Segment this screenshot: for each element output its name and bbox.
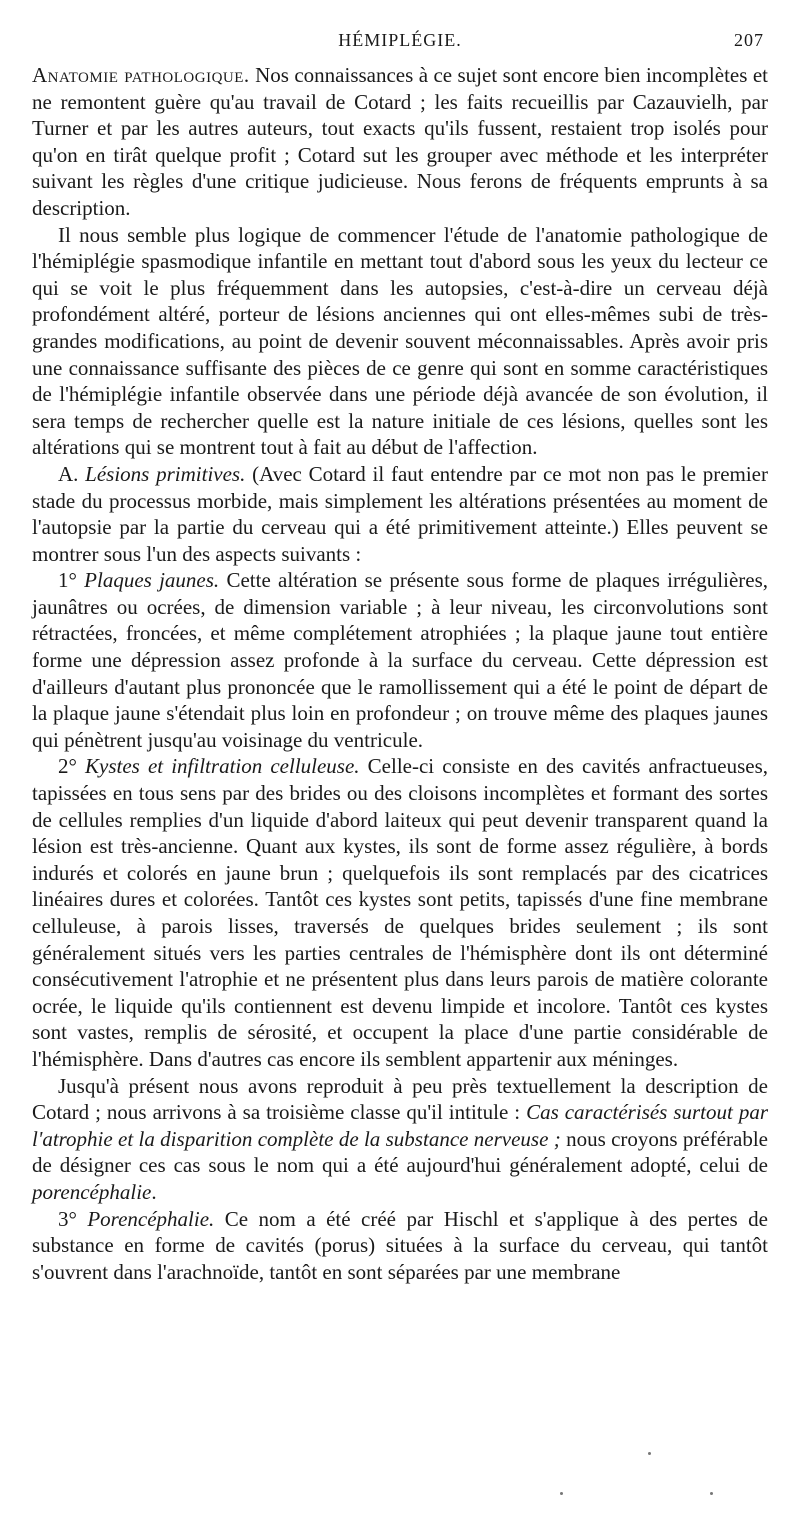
running-title: HÉMIPLÉGIE. xyxy=(338,30,462,50)
scan-speck xyxy=(560,1492,563,1495)
paragraph-text: (Avec Cotard il faut entendre par ce mot non pas le premier stade du processus morbide, mais simplement les altérations présentées au moment de l'autopsie par la partie du cerveau qui a été primitivement atteinte.) Elles peuvent se montrer sous l'un des aspects suivants : xyxy=(32,461,769,566)
book-page xyxy=(32,30,768,1285)
paragraph-logique xyxy=(32,222,768,461)
scan-speck xyxy=(710,1492,713,1495)
paragraph-cotard xyxy=(32,1073,768,1206)
paragraph-anatomie xyxy=(32,62,768,222)
italic-quote: Cas caractérisés surtout par l'atrophie et la disparition complète de la substance nerveuse ; xyxy=(32,1100,768,1151)
subsection-heading: Lésions primitives. xyxy=(85,461,246,486)
paragraph-prefix: 3° xyxy=(58,1206,88,1231)
subsection-heading: Kystes et infiltration celluleuse. xyxy=(85,754,360,779)
italic-term: porencéphalie xyxy=(32,1179,152,1204)
paragraph-text: nous croyons préférable de désigner ces cas sous le nom qui a été aujourd'hui généralement adopté, celui de xyxy=(32,1126,768,1178)
paragraph-prefix: 2° xyxy=(58,754,86,779)
paragraph-text: Celle-ci consiste en des cavités anfractueuses, tapissées en tous sens par des brides ou des cloisons incomplètes et formant des sortes de cellules remplies d'un liquide d'abord laiteux qui peut devenir transparent quand la lésion est très-ancienne. Quant aux kystes, ils sont de forme assez régulière, à bords indurés et colorés en jaune brun ; quelquefois ils sont remplacés par des cicatrices linéaires dures et colorées. Tantôt ces kystes sont petits, tapissés d'une fine membrane celluleuse, à parois lisses, traversés de quelques brides seulement ; ils sont généralement situés vers les parties centrales de l'hémisphère dont ils ont déterminé consécutivement l'atrophie et ne présentent plus dans leurs parois de matière colorante ocrée, le liquide qu'ils contiennent est devenu limpide et incolore. Tantôt ces kystes sont vastes, remplis de sérosité, et occupent la place d'une partie considérable de l'hémisphère. Dans d'autres cas encore ils semblent appartenir aux méninges. xyxy=(32,754,768,1071)
paragraph-text: Ce nom a été créé par Hischl et s'applique à des pertes de substance en forme de cavités (porus) situées à la surface du cerveau, qui tantôt s'ouvrent dans l'arachnoïde, tantôt en sont séparées par une membrane xyxy=(32,1206,768,1284)
paragraph-prefix: 1° xyxy=(58,568,85,593)
section-lead: Anatomie pathologique. xyxy=(32,63,250,87)
paragraph-text: Cette altération se présente sous forme de plaques irrégulières, jaunâtres ou ocrées, de dimension variable ; à leur niveau, les circonvolutions sont rétractées, froncées, et même complétement atrophiées ; la plaque jaune tout entière forme une dépression assez profonde à la surface du cerveau. Cette dépression est d'ailleurs d'autant plus prononcée que le ramollissement qui a été le point de départ de la plaque jaune s'étendait plus loin en profondeur ; on trouve même des plaques jaunes qui pénètrent jusqu'au voisinage du ventricule. xyxy=(32,568,769,752)
subsection-heading: Plaques jaunes. xyxy=(84,568,220,593)
paragraph-plaques-jaunes xyxy=(32,567,768,753)
running-header xyxy=(32,30,768,62)
paragraph-text: Il nous semble plus logique de commencer l'étude de l'anatomie pathologique de l'hémiplégie spasmodique infantile en mettant tout d'abord sous les yeux du lecteur ce qui se voit le plus fréquemment dans les autopsies, c'est-à-dire un cerveau déjà profondément altéré, porteur de lésions anciennes qui ont elles-mêmes subi de très-grandes modifications, au point de devenir souvent méconnaissables. Après avoir pris une connaissance suffisante des pièces de ce genre qui sont en somme caractéristiques de l'hémiplégie infantile observée dans une période déjà avancée de son évolution, il sera temps de rechercher quelle est la nature initiale de ces lésions, quelles sont les altérations qui se montrent tout à fait au début de l'affection. xyxy=(32,222,768,460)
page-number: 207 xyxy=(734,30,764,50)
paragraph-kystes xyxy=(32,753,768,1072)
subsection-heading: Porencéphalie. xyxy=(87,1206,215,1231)
paragraph-text: Nos connaissances à ce sujet sont encore bien incomplètes et ne remontent guère qu'au travail de Cotard ; les faits recueillis par Cazauvielh, par Turner et par les autres auteurs, tout exacts qu'ils fussent, restaient trop isolés pour qu'on en tirât quelque profit ; Cotard sut les grouper avec méthode et les interpréter suivant les règles d'une critique judicieuse. Nous ferons de fréquents emprunts à sa description. xyxy=(32,63,768,220)
body-text xyxy=(32,62,768,1285)
scan-speck xyxy=(648,1452,651,1455)
paragraph-text: Jusqu'à présent nous avons reproduit à peu près textuellement la description de Cotard ; nous arrivons à sa troisième classe qu'il intitule : xyxy=(32,1073,768,1125)
paragraph-text: . xyxy=(151,1179,157,1204)
paragraph-porencephalie xyxy=(32,1206,768,1286)
paragraph-lesions-primitives xyxy=(32,461,768,567)
paragraph-prefix: A. xyxy=(58,461,86,486)
